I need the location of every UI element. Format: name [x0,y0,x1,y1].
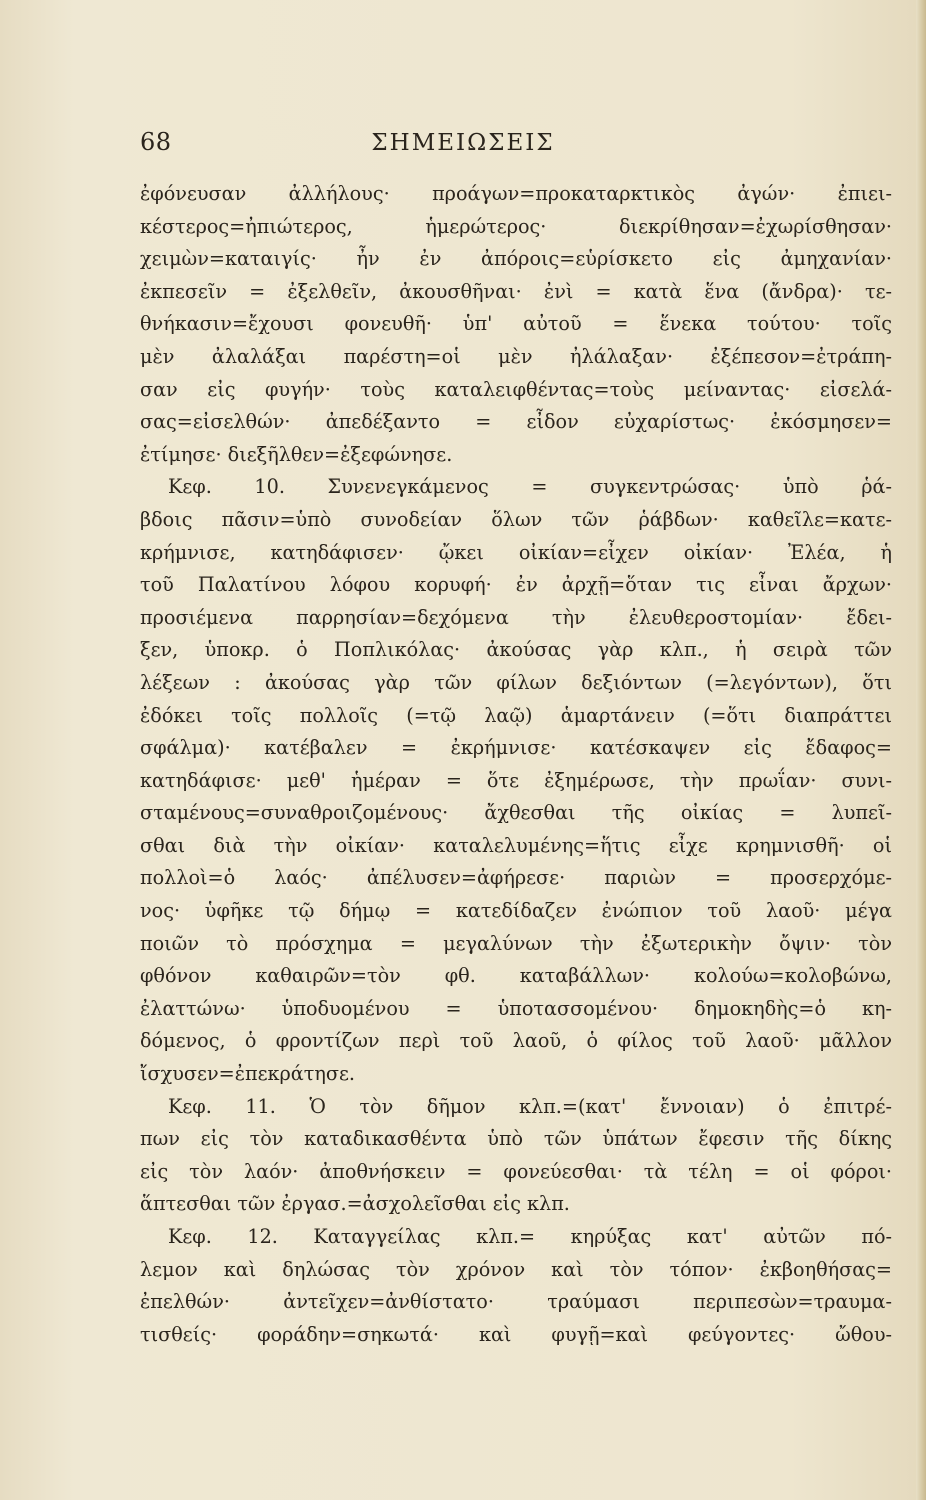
text-line: σαν εἰς φυγήν· τοὺς καταλειφθέντας=τοὺς μείναντας· εἰσελά- [140,377,892,401]
text-line: ἐφόνευσαν ἀλλήλους· προάγων=προκαταρκτικὸς ἀγών· ἐπιει- [140,182,892,205]
text-line: θνήκασιν=ἔχουσι φονευθῆ· ὑπ' αὐτοῦ = ἕνεκα τούτου· τοῖς [140,312,892,336]
text-line: ἐπελθών· ἀντεῖχεν=ἀνθίστατο· τραύμασι περιπεσὼν=τραυμα- [140,1290,892,1314]
text-line: κρήμνισε, κατηδάφισεν· ᾤκει οἰκίαν=εἶχεν οἰκίαν· Ἐλέα, ἡ [140,540,892,564]
page-edge [916,0,926,1500]
page-number: 68 [140,128,172,156]
text-line: σφάλμα)· κατέβαλεν = ἐκρήμνισε· κατέσκαψεν εἰς ἔδαφος= [140,736,892,760]
text-line: τοῦ Παλατίνου λόφου κορυφή· ἐν ἀρχῇ=ὅταν τις εἶναι ἄρχων· [140,573,892,597]
chapter-11-first-line: Κεφ. 11. Ὁ τὸν δῆμον κλπ.=(κατ' ἔννοιαν) ὁ ἐπιτρέ- [168,1094,892,1118]
text-line: ἐτίμησε· διεξῆλθεν=ἐξεφώνησε. [140,442,453,466]
text-line: λέξεων : ἀκούσας γὰρ τῶν φίλων δεξιόντων (=λεγόντων), ὅτι [140,670,892,694]
text-line: δόμενος, ὁ φροντίζων περὶ τοῦ λαοῦ, ὁ φίλος τοῦ λαοῦ· μᾶλλον [140,1029,892,1053]
text-line: ἐλαττώνω· ὑποδυομένου = ὑποτασσομένου· δημοκηδὴς=ὁ κη- [140,996,892,1020]
text-line: τισθείς· φοράδην=σηκωτά· καὶ φυγῇ=καὶ φεύγοντες· ὤθου- [140,1322,892,1346]
chapter-12-first-line: Κεφ. 12. Καταγγείλας κλπ.= κηρύξας κατ' αὐτῶν πό- [168,1225,892,1248]
running-head: ΣΗΜΕΙΩΣΕΙΣ [371,130,555,156]
text-line: σταμένους=συναθροιζομένους· ἄχθεσθαι τῆς οἰκίας = λυπεῖ- [140,801,892,825]
text-line: ἴσχυσεν=ἐπεκράτησε. [140,1062,356,1086]
text-line: νος· ὑφῆκε τῷ δήμῳ = κατεδίδαζεν ἐνώπιον τοῦ λαοῦ· μέγα [140,899,892,923]
text-line: ἐδόκει τοῖς πολλοῖς (=τῷ λαῷ) ἁμαρτάνειν (=ὅτι διαπράττει [140,703,892,727]
text-line: πων εἰς τὸν καταδικασθέντα ὑπὸ τῶν ὑπάτων ἔφεσιν τῆς δίκης [140,1127,892,1151]
text-line: σθαι διὰ τὴν οἰκίαν· καταλελυμένης=ἥτις εἶχε κρημνισθῆ· οἱ [140,833,892,857]
text-line: ἐκπεσεῖν = ἐξελθεῖν, ἀκουσθῆναι· ἐνὶ = κατὰ ἕνα (ἄνδρα)· τε- [140,279,892,303]
text-line: μὲν ἀλαλάξαι παρέστη=οἱ μὲν ἠλάλαξαν· ἐξέπεσον=ἐτράπη- [140,344,892,368]
text-line: πολλοὶ=ὁ λαός· ἀπέλυσεν=ἀφήρεσε· παριὼν = προσερχόμε- [140,866,892,890]
text-line: βδοις πᾶσιν=ὑπὸ συνοδείαν ὅλων τῶν ῥάβδων· καθεῖλε=κατε- [140,507,892,531]
page-header [0,128,926,168]
chapter-10-first-line: Κεφ. 10. Συνενεγκάμενος = συγκεντρώσας· ὑπὸ ῥά- [168,475,892,499]
text-line: ξεν, ὑποκρ. ὁ Ποπλικόλας· ἀκούσας γὰρ κλπ., ἡ σειρὰ τῶν [140,638,892,662]
notes-text [140,178,892,1351]
text-line: κατηδάφισε· μεθ' ἡμέραν = ὅτε ἐξημέρωσε, τὴν πρωΐαν· συνι- [140,768,892,792]
text-line: ποιῶν τὸ πρόσχημα = μεγαλύνων τὴν ἐξωτερικὴν ὄψιν· τὸν [140,931,892,955]
text-line: ἅπτεσθαι τῶν ἐργασ.=ἀσχολεῖσθαι εἰς κλπ. [140,1192,570,1216]
text-line: σας=εἰσελθών· ἀπεδέξαντο = εἶδον εὐχαρίστως· ἐκόσμησεν= [140,410,892,434]
text-line: εἰς τὸν λαόν· ἀποθνήσκειν = φονεύεσθαι· τὰ τέλη = οἱ φόροι· [140,1159,892,1183]
text-line: προσιέμενα παρρησίαν=δεχόμενα τὴν ἐλευθεροστομίαν· ἔδει- [140,605,892,629]
text-line: κέστερος=ἠπιώτερος, ἡμερώτερος· διεκρίθησαν=ἐχωρίσθησαν· [140,214,892,238]
text-line: φθόνον καθαιρῶν=τὸν φθ. καταβάλλων· κολούω=κολοβώνω, [140,964,892,988]
text-line: λεμον καὶ δηλώσας τὸν χρόνον καὶ τὸν τόπον· ἐκβοηθήσας= [140,1257,892,1281]
text-line: χειμὼν=καταιγίς· ἦν ἐν ἀπόροις=εὑρίσκετο εἰς ἀμηχανίαν· [140,247,892,271]
